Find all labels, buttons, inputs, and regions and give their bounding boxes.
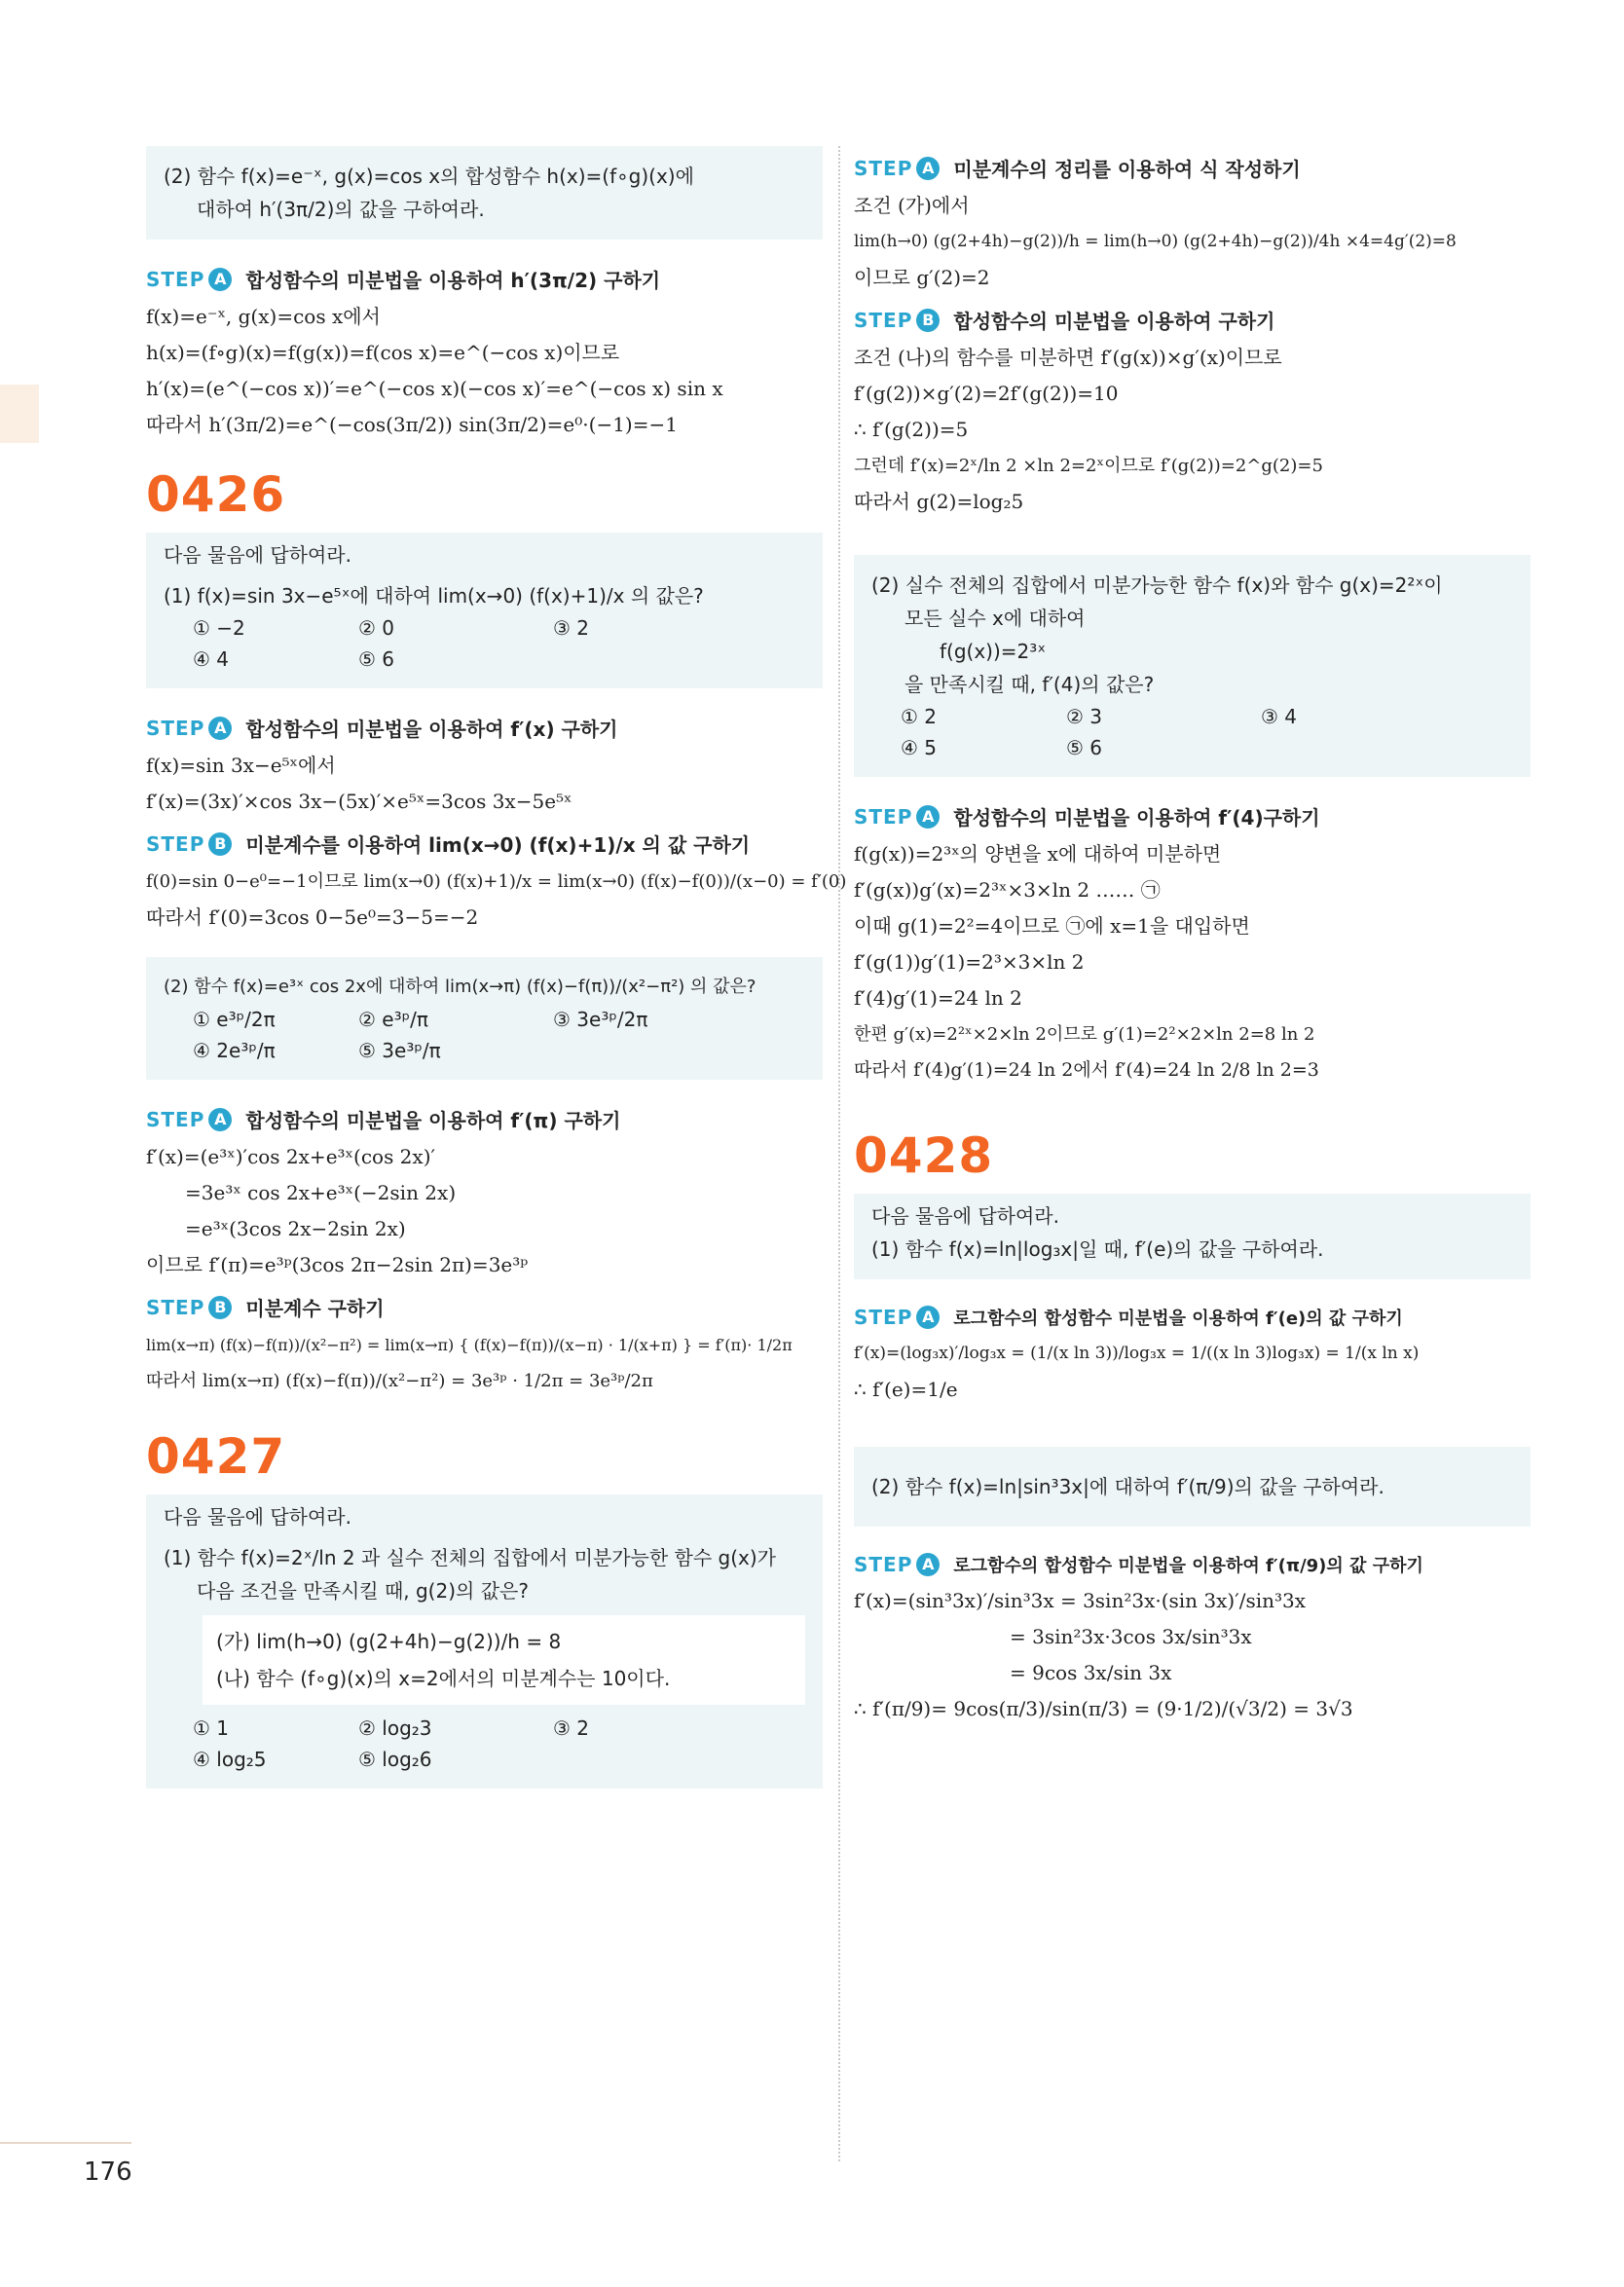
step-heading: [854, 306, 1531, 334]
step-title: 미분계수의 정리를 이용하여 식 작성하기: [953, 158, 1301, 181]
solution-line: f′(x)=(log₃x)′/log₃x = (1/(x ln 3))/log₃x = 1/((x ln 3)log₃x) = 1/(x ln x): [854, 1344, 1420, 1363]
step-heading: [146, 1105, 823, 1133]
choice-5: ⑤ 6: [1066, 736, 1103, 759]
solution-line: lim(x→π) (f(x)−f(π))/(x²−π²) = lim(x→π) { (f(x)−f(π))/(x−π) · 1/(x+π) } = f′(π)· 1/2π: [146, 1336, 793, 1354]
problem-0428-1: [854, 1194, 1531, 1279]
step-label: STEP: [146, 716, 205, 740]
problem-0426-2: [146, 957, 823, 1080]
step-heading: [854, 1305, 1531, 1330]
page-number-rule: [0, 2142, 131, 2144]
step-badge: A: [916, 157, 940, 180]
solution-line: h′(x)=(e^(−cos x))′=e^(−cos x)(−cos x)′=e^(−cos x) sin x: [146, 377, 723, 400]
solution-line: f′(g(2))×g′(2)=2f′(g(2))=10: [854, 382, 1119, 405]
problem-text: 모든 실수 x에 대하여: [904, 607, 1086, 630]
problem-0425-2: [146, 146, 823, 240]
problem-0427-1: [146, 1494, 823, 1789]
choice-4: ④ 2e³ᵖ/π: [193, 1039, 276, 1062]
step-label: STEP: [854, 1553, 913, 1576]
solution-line: lim(h→0) (g(2+4h)−g(2))/h = lim(h→0) (g(2+4h)−g(2))/4h ×4=4g′(2)=8: [854, 232, 1457, 251]
condition-b: (나) 함수 (f∘g)(x)의 x=2에서의 미분계수는 10이다.: [216, 1667, 671, 1690]
choice-1: ① e³ᵖ/2π: [193, 1008, 276, 1031]
solution-line: = 3sin²3x·3cos 3x/sin³3x: [1010, 1625, 1252, 1648]
choice-1: ① −2: [193, 616, 245, 640]
step-badge: B: [208, 1296, 232, 1319]
problem-0427-2: [854, 555, 1531, 777]
step-heading: [146, 830, 823, 858]
step-label: STEP: [854, 804, 913, 829]
solution-line: f′(x)=(e³ˣ)′cos 2x+e³ˣ(cos 2x)′: [146, 1145, 436, 1168]
solution-line: f(x)=e⁻ˣ, g(x)=cos x에서: [146, 305, 381, 328]
answer-choices: [901, 701, 1513, 763]
choice-4: ④ 5: [901, 736, 938, 759]
solution-line: 이므로 g′(2)=2: [854, 266, 990, 289]
solution-line: 따라서 g(2)=log₂5: [854, 490, 1024, 513]
step-heading: [146, 265, 823, 293]
problem-text: (2) 함수 f(x)=e⁻ˣ, g(x)=cos x의 합성함수 h(x)=(f∘g)(x)에: [164, 165, 694, 188]
problem-number: 0427: [146, 1428, 286, 1485]
step-badge: B: [916, 309, 940, 332]
step-label: STEP: [146, 1295, 205, 1319]
step-heading: [854, 802, 1531, 830]
problem-text: f(g(x))=2³ˣ: [940, 640, 1047, 663]
choice-5: ⑤ log₂6: [358, 1748, 432, 1771]
step-label: STEP: [146, 831, 205, 856]
step-heading: [854, 1552, 1531, 1577]
solution-line: =3e³ˣ cos 2x+e³ˣ(−2sin 2x): [185, 1181, 457, 1204]
choice-1: ① 1: [193, 1716, 230, 1740]
problem-text: (1) f(x)=sin 3x−e⁵ˣ에 대하여 lim(x→0) (f(x)+1)/x 의 값은?: [164, 584, 704, 608]
step-label: STEP: [146, 1107, 205, 1131]
step-title: 합성함수의 미분법을 이용하여 f′(4)구하기: [953, 806, 1320, 830]
solution-line: 따라서 h′(3π/2)=e^(−cos(3π/2)) sin(3π/2)=e⁰·(−1)=−1: [146, 413, 678, 436]
step-title: 로그함수의 합성함수 미분법을 이용하여 f′(π/9)의 값 구하기: [953, 1556, 1423, 1576]
problem-intro: 다음 물음에 답하여라.: [871, 1204, 1059, 1228]
step-badge: A: [916, 805, 940, 829]
step-title: 합성함수의 미분법을 이용하여 f′(x) 구하기: [245, 718, 618, 741]
choice-2: ② 3: [1066, 705, 1103, 728]
step-badge: A: [916, 1306, 940, 1329]
step-heading: [146, 714, 823, 742]
condition-a: (가) lim(h→0) (g(2+4h)−g(2))/h = 8: [216, 1630, 562, 1653]
problem-text: (1) 함수 f(x)=2ˣ/ln 2 과 실수 전체의 집합에서 미분가능한 함수 g(x)가: [164, 1546, 776, 1569]
problem-0426-1: [146, 533, 823, 688]
solution-line: f′(g(x))g′(x)=2³ˣ×3×ln 2 …… ㉠: [854, 878, 1161, 902]
solution-line: f′(x)=(3x)′×cos 3x−(5x)′×e⁵ˣ=3cos 3x−5e⁵ˣ: [146, 790, 572, 813]
answer-choices: [193, 1004, 805, 1066]
choice-3: ③ 4: [1261, 705, 1298, 728]
solution-line: f(x)=sin 3x−e⁵ˣ에서: [146, 754, 336, 777]
problem-text: 다음 조건을 만족시킬 때, g(2)의 값은?: [197, 1579, 529, 1603]
solution-line: 이때 g(1)=2²=4이므로 ㉠에 x=1을 대입하면: [854, 914, 1250, 938]
problem-text: (2) 함수 f(x)=ln|sin³3x|에 대하여 f′(π/9)의 값을 구하여라.: [871, 1475, 1384, 1498]
solution-line: ∴ f′(e)=1/e: [854, 1378, 958, 1401]
step-title: 로그함수의 합성함수 미분법을 이용하여 f′(e)의 값 구하기: [953, 1309, 1403, 1329]
problem-number: 0428: [854, 1127, 994, 1184]
condition-box: [203, 1615, 805, 1705]
choice-5: ⑤ 6: [358, 647, 395, 671]
choice-1: ① 2: [901, 705, 938, 728]
page-number: 176: [84, 2158, 132, 2187]
choice-3: ③ 2: [553, 1716, 590, 1740]
step-title: 미분계수 구하기: [245, 1297, 385, 1320]
step-label: STEP: [854, 1306, 913, 1329]
solution-line: f(g(x))=2³ˣ의 양변을 x에 대하여 미분하면: [854, 842, 1222, 866]
right-column: [854, 154, 1531, 1727]
problem-text: (1) 함수 f(x)=ln|log₃x|일 때, f′(e)의 값을 구하여라.: [871, 1237, 1324, 1261]
solution-line: = 9cos 3x/sin 3x: [1010, 1661, 1172, 1684]
step-badge: A: [916, 1553, 940, 1576]
solution-line: 조건 (가)에서: [854, 194, 970, 217]
left-column: [146, 146, 847, 1814]
problem-text: 을 만족시킬 때, f′(4)의 값은?: [904, 673, 1155, 696]
solution-line: f′(x)=(sin³3x)′/sin³3x = 3sin²3x·(sin 3x)′/sin³3x: [854, 1589, 1307, 1612]
step-label: STEP: [854, 156, 913, 180]
solution-line: 한편 g′(x)=2²ˣ×2×ln 2이므로 g′(1)=2²×2×ln 2=8 ln 2: [854, 1024, 1315, 1045]
solution-line: 그런데 f′(x)=2ˣ/ln 2 ×ln 2=2ˣ이므로 f′(g(2))=2^g(2)=5: [854, 456, 1323, 476]
solution-line: 이므로 f′(π)=e³ᵖ(3cos 2π−2sin 2π)=3e³ᵖ: [146, 1253, 529, 1276]
step-title: 미분계수를 이용하여 lim(x→0) (f(x)+1)/x 의 값 구하기: [245, 833, 751, 857]
answer-choices: [193, 1713, 805, 1775]
choice-4: ④ 4: [193, 647, 230, 671]
solution-line: f(0)=sin 0−e⁰=−1이므로 lim(x→0) (f(x)+1)/x = lim(x→0) (f(x)−f(0))/(x−0) = f′(0): [146, 871, 847, 892]
solution-line: f′(g(1))g′(1)=2³×3×ln 2: [854, 950, 1085, 974]
problem-intro: 다음 물음에 답하여라.: [164, 1505, 351, 1529]
solution-line: =e³ˣ(3cos 2x−2sin 2x): [185, 1217, 406, 1240]
step-badge: A: [208, 717, 232, 740]
step-heading: [854, 154, 1531, 182]
choice-4: ④ log₂5: [193, 1748, 267, 1771]
step-heading: [146, 1293, 823, 1321]
choice-2: ② e³ᵖ/π: [358, 1008, 428, 1031]
step-title: 합성함수의 미분법을 이용하여 구하기: [953, 310, 1275, 333]
step-badge: B: [208, 832, 232, 856]
choice-3: ③ 2: [553, 616, 590, 640]
answer-choices: [193, 612, 805, 675]
step-title: 합성함수의 미분법을 이용하여 f′(π) 구하기: [245, 1109, 621, 1132]
problem-0428-2: [854, 1447, 1531, 1527]
step-title: 합성함수의 미분법을 이용하여 h′(3π/2) 구하기: [245, 269, 661, 292]
step-badge: A: [208, 1108, 232, 1131]
solution-line: ∴ f′(g(2))=5: [854, 418, 969, 441]
solution-line: 따라서 f′(4)g′(1)=24 ln 2에서 f′(4)=24 ln 2/8 ln 2=3: [854, 1059, 1319, 1081]
problem-intro: 다음 물음에 답하여라.: [164, 543, 351, 567]
choice-2: ② 0: [358, 616, 395, 640]
choice-2: ② log₂3: [358, 1716, 432, 1740]
solution-line: 따라서 f′(0)=3cos 0−5e⁰=3−5=−2: [146, 905, 479, 929]
solution-line: h(x)=(f∘g)(x)=f(g(x))=f(cos x)=e^(−cos x)이므로: [146, 341, 620, 364]
choice-3: ③ 3e³ᵖ/2π: [553, 1008, 648, 1031]
problem-text: 대하여 h′(3π/2)의 값을 구하여라.: [197, 198, 485, 221]
problem-number: 0426: [146, 466, 286, 523]
choice-5: ⑤ 3e³ᵖ/π: [358, 1039, 441, 1062]
solution-line: 조건 (나)의 함수를 미분하면 f′(g(x))×g′(x)이므로: [854, 346, 1282, 369]
solution-line: ∴ f′(π/9)= 9cos(π/3)/sin(π/3) = (9·1/2)/(√3/2) = 3√3: [854, 1697, 1353, 1720]
column-divider: [838, 146, 840, 2161]
step-badge: A: [208, 268, 232, 291]
step-label: STEP: [146, 267, 205, 291]
problem-text: (2) 함수 f(x)=e³ˣ cos 2x에 대하여 lim(x→π) (f(x)−f(π))/(x²−π²) 의 값은?: [164, 977, 757, 997]
solution-line: 따라서 lim(x→π) (f(x)−f(π))/(x²−π²) = 3e³ᵖ · 1/2π = 3e³ᵖ/2π: [146, 1371, 653, 1391]
problem-text: (2) 실수 전체의 집합에서 미분가능한 함수 f(x)와 함수 g(x)=2²ˣ이: [871, 573, 1443, 597]
step-label: STEP: [854, 308, 913, 332]
solution-line: f′(4)g′(1)=24 ln 2: [854, 986, 1022, 1010]
side-tab: [0, 385, 39, 443]
